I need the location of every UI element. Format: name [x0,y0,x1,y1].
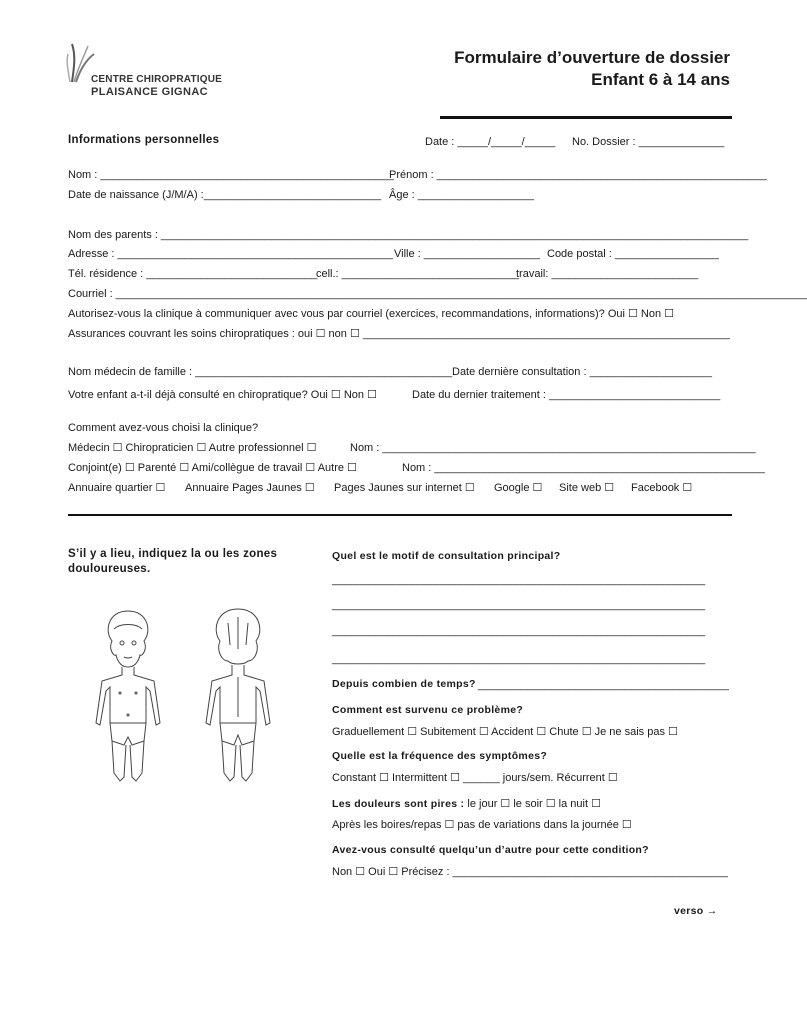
zones-instruction-line1: S’il y a lieu, indiquez la ou les zones [68,548,278,560]
referral-row-2[interactable]: Conjoint(e) ☐ Parenté ☐ Ami/collègue de travail ☐ Autre ☐ [68,462,357,474]
child-body-back-diagram[interactable] [198,605,278,785]
assurances-field[interactable]: Assurances couvrant les soins chiropratiques : oui ☐ non ☐ ____________________________________________________________ [68,328,730,340]
code-postal-field[interactable]: Code postal : _________________ [547,248,719,260]
comment-choisi-question: Comment avez-vous choisi la clinique? [68,422,259,434]
dernier-traitement-field[interactable]: Date du dernier traitement : ____________________________ [412,389,721,401]
age-field[interactable]: Âge : ___________________ [389,189,534,201]
verso-link[interactable]: verso → [674,905,718,917]
adresse-field[interactable]: Adresse : _____________________________________________ [68,248,393,260]
section-title-personal: Informations personnelles [68,134,220,146]
dossier-field[interactable]: No. Dossier : ______________ [572,136,725,148]
referral-row-2-nom[interactable]: Nom : ______________________________________________________ [402,462,765,474]
parents-field[interactable]: Nom des parents : ________________________________________________________________________________________________ [68,229,749,241]
motif-line-4[interactable]: _____________________________________________________________ [332,653,706,665]
referral-google[interactable]: Google ☐ [494,482,543,494]
douleurs-row[interactable] [332,797,601,810]
depuis-field[interactable]: _________________________________________ [478,679,729,691]
zones-instruction-line2: douloureuses. [68,563,151,575]
header-rule [440,116,732,119]
travail-field[interactable]: travail: ________________________ [516,268,699,280]
section-divider [68,514,732,516]
tel-field[interactable]: Tél. résidence : ____________________________ [68,268,318,280]
cell-field[interactable]: cell.: _____________________________ [316,268,520,280]
prenom-field[interactable]: Prénom : ______________________________________________________ [389,169,768,181]
referral-site-web[interactable]: Site web ☐ [559,482,615,494]
referral-pages-jaunes[interactable]: Annuaire Pages Jaunes ☐ [185,482,315,494]
apres-repas-options[interactable]: Après les boires/repas ☐ pas de variations dans la journée ☐ [332,819,632,831]
form-title: Formulaire d’ouverture de dossier [454,48,730,67]
logo-line2: PLAISANCE GIGNAC [91,86,209,98]
douleurs-label: Les douleurs sont pires : [332,798,465,810]
courriel-field[interactable]: Courriel : _________________________________________________________________________________________________________________ [68,288,807,300]
frequence-options[interactable]: Constant ☐ Intermittent ☐ ______ jours/sem. Récurrent ☐ [332,772,618,784]
survenu-options[interactable]: Graduellement ☐ Subitement ☐ Accident ☐ Chute ☐ Je ne sais pas ☐ [332,726,678,738]
medecin-field[interactable]: Nom médecin de famille : __________________________________________ [68,366,453,378]
ville-field[interactable]: Ville : ___________________ [394,248,540,260]
referral-pages-jaunes-internet[interactable]: Pages Jaunes sur internet ☐ [334,482,475,494]
referral-facebook[interactable]: Facebook ☐ [631,482,693,494]
referral-row-1[interactable]: Médecin ☐ Chiropraticien ☐ Autre professionnel ☐ [68,442,317,454]
autorisation-courriel[interactable]: Autorisez-vous la clinique à communiquer avec vous par courriel (exercices, recommandations, informations)? Oui ☐ Non ☐ [68,308,675,320]
motif-question: Quel est le motif de consultation principal? [332,550,561,562]
douleurs-options[interactable]: le jour ☐ le soir ☐ la nuit ☐ [464,798,601,810]
child-body-front-diagram[interactable] [88,605,168,785]
consulte-autre-question: Avez-vous consulté quelqu’un d’autre pour cette condition? [332,844,649,856]
depuis-question: Depuis combien de temps? [332,678,476,690]
referral-annuaire-quartier[interactable]: Annuaire quartier ☐ [68,482,166,494]
date-field[interactable]: Date : _____/_____/_____ [425,136,556,148]
motif-line-2[interactable]: _____________________________________________________________ [332,599,706,611]
deja-consulte-question[interactable]: Votre enfant a-t-il déjà consulté en chiropratique? Oui ☐ Non ☐ [68,389,377,401]
comment-survenu-question: Comment est survenu ce problème? [332,704,524,716]
naissance-field[interactable]: Date de naissance (J/M/A) :_____________________________ [68,189,382,201]
nom-field[interactable]: Nom : ________________________________________________ [68,169,395,181]
motif-line-1[interactable]: _____________________________________________________________ [332,574,706,586]
motif-line-3[interactable]: _____________________________________________________________ [332,625,706,637]
form-subtitle: Enfant 6 à 14 ans [591,70,730,89]
consulte-autre-options[interactable]: Non ☐ Oui ☐ Précisez : _____________________________________________ [332,866,728,878]
frequence-question: Quelle est la fréquence des symptômes? [332,750,548,762]
date-consultation-field[interactable]: Date dernière consultation : ____________________ [452,366,712,378]
logo-line1: CENTRE CHIROPRATIQUE [91,74,223,85]
referral-row-1-nom[interactable]: Nom : _____________________________________________________________ [350,442,756,454]
